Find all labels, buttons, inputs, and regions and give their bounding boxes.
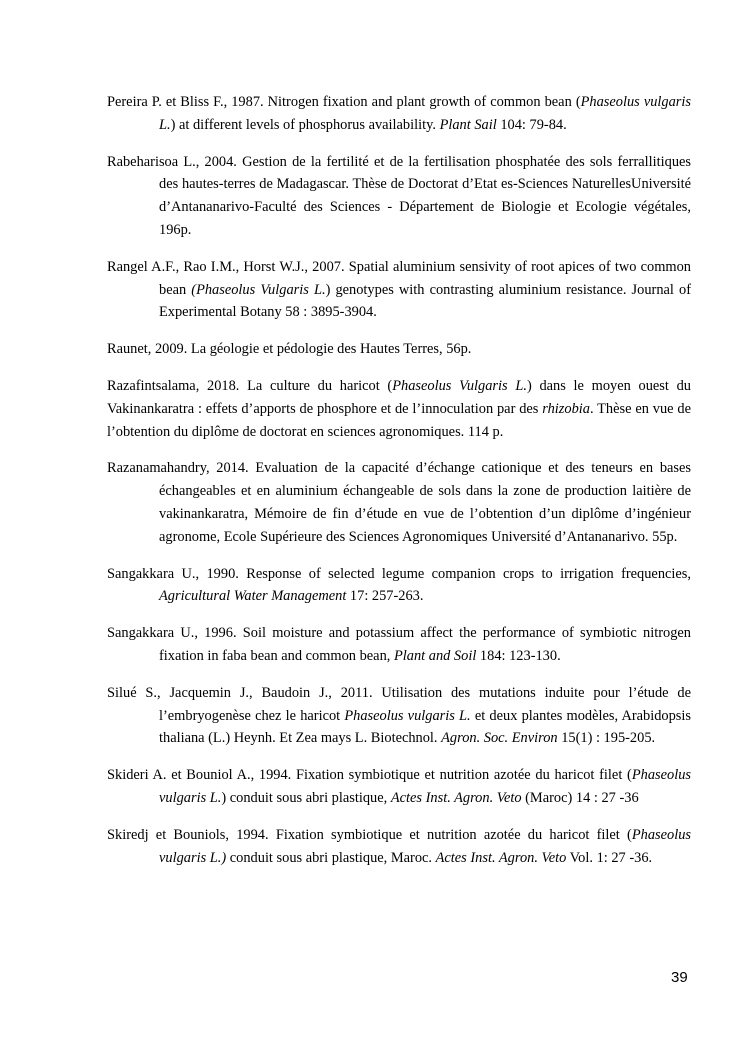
reference-rangel: Rangel A.F., Rao I.M., Horst W.J., 2007. Spatial aluminium sensivity of root apices of two common bean (Phaseolus Vulgaris L.) genotypes with contrasting aluminium resistance. Journal of Experimental Botany 58 : 3895-3904. xyxy=(107,258,692,321)
reference-sangakkara-1990: Sangakkara U., 1990. Response of selected legume companion crops to irrigation frequencies, Agricultural Water Management 17: 257-263. xyxy=(107,565,691,605)
reference-rabeharisoa: Rabeharisoa L., 2004. Gestion de la fertilité et de la fertilisation phosphatée des sols ferrallitiques des hautes-terres de Madagascar. Thèse de Doctorat d’Etat es-Sciences NaturellesUniversité d’Antananarivo-Faculté des Sciences - Département de Biologie et Ecologie végétales, 196p. xyxy=(107,153,691,238)
reference-pereira: Pereira P. et Bliss F., 1987. Nitrogen fixation and plant growth of common bean (Phaseolus vulgaris L.) at different levels of phosphorus availability. Plant Sail 104: 79-84. xyxy=(107,94,691,133)
reference-list xyxy=(107,91,691,883)
reference-skideri: Skideri A. et Bouniol A., 1994. Fixation symbiotique et nutrition azotée du haricot filet (Phaseolus vulgaris L.) conduit sous abri plastique, Actes Inst. Agron. Veto (Maroc) 14 : 27 -36 xyxy=(107,767,691,806)
page-number: 39 xyxy=(671,969,688,986)
reference-raunet: Raunet, 2009. La géologie et pédologie des Hautes Terres, 56p. xyxy=(107,341,472,358)
reference-sangakkara-1996: Sangakkara U., 1996. Soil moisture and potassium affect the performance of symbiotic nitrogen fixation in faba bean and common bean, Plant and Soil 184: 123-130. xyxy=(107,625,691,664)
reference-razanamahandry: Razanamahandry, 2014. Evaluation de la capacité d’échange cationique et des teneurs en bases échangeables et en aluminium échangeable de sols dans la zone de production laitière de vakinankaratra, Mémoire de fin d’étude en vue de l’obtention d’un diplôme d’ingénieur agronome, Ecole Supérieure des Sciences Agronomiques Université d’Antananarivo. 55p. xyxy=(107,460,691,545)
reference-razafintsalama: Razafintsalama, 2018. La culture du haricot (Phaseolus Vulgaris L.) dans le moyen ouest du Vakinankaratra : effets d’apports de phosphore et de l’innoculation par des rhizobia. Thèse en vue de l’obtention du diplôme de doctorat en sciences agronomiques. 114 p. xyxy=(107,377,691,440)
reference-silue: Silué S., Jacquemin J., Baudoin J., 2011. Utilisation des mutations induite pour l’étude de l’embryogenèse chez le haricot Phaseolus vulgaris L. et deux plantes modèles, Arabidopsis thaliana (L.) Heynh. Et Zea mays L. Biotechnol. Agron. Soc. Environ 15(1) : 195-205. xyxy=(107,684,692,747)
reference-skiredj: Skiredj et Bouniols, 1994. Fixation symbiotique et nutrition azotée du haricot filet (Phaseolus vulgaris L.) conduit sous abri plastique, Maroc. Actes Inst. Agron. Veto Vol. 1: 27 -36. xyxy=(107,826,691,866)
